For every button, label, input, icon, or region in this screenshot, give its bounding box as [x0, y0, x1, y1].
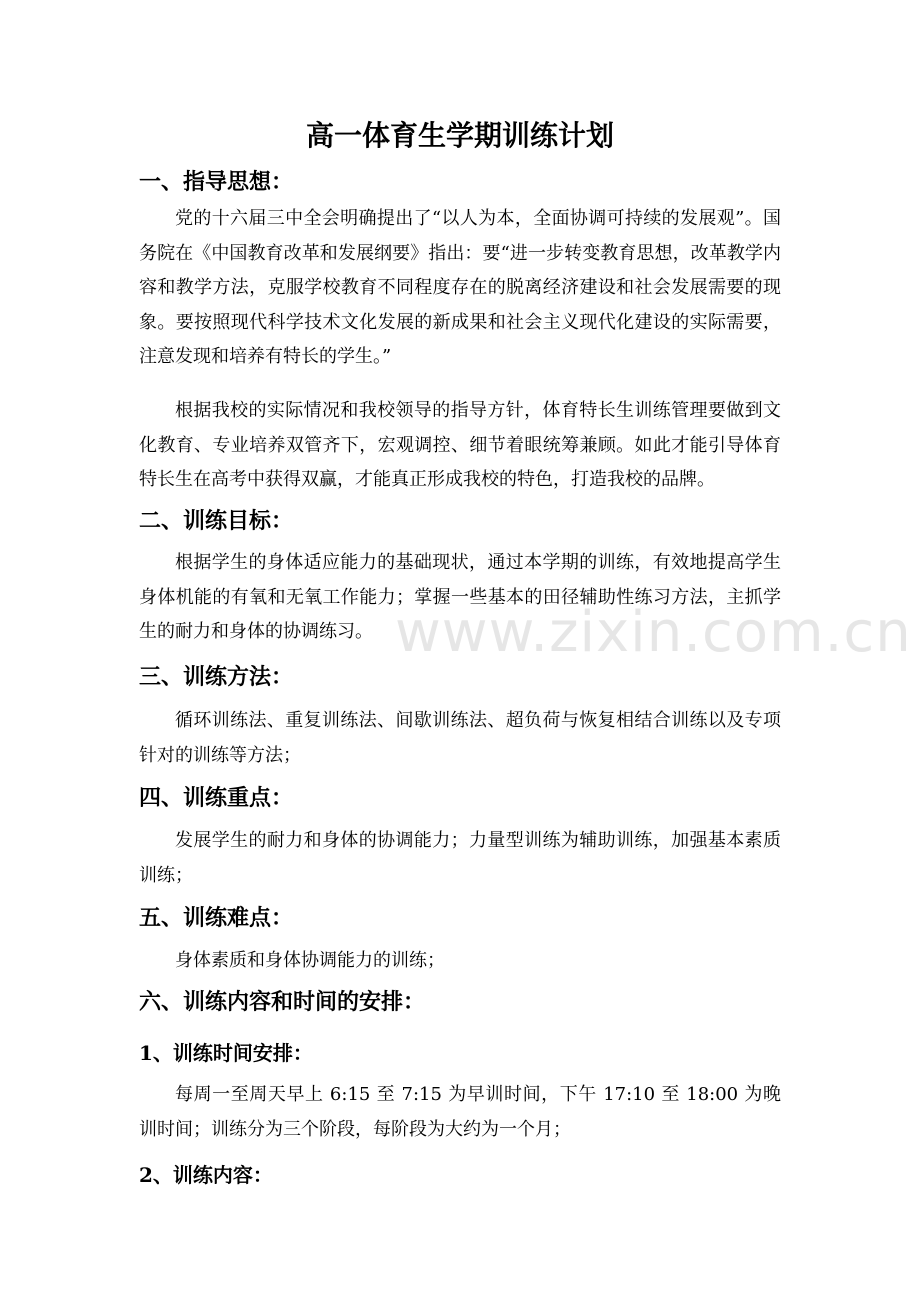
- section-heading-training-methods: 三、训练方法：: [139, 665, 294, 690]
- document-title: 高一体育生学期训练计划: [305, 119, 614, 152]
- watermark: www.zixin.com.cn: [395, 600, 912, 665]
- paragraph-training-focus: 发展学生的耐力和身体的协调能力；力量型训练为辅助训练，加强基本素质训练；: [139, 830, 781, 886]
- subheading-training-content: 2、训练内容：: [139, 1163, 273, 1187]
- paragraph-guiding-ideology-2: 根据我校的实际情况和我校领导的指导方针，体育特长生训练管理要做到文化教育、专业培养双管齐下，宏观调控、细节着眼统筹兼顾。如此才能引导体育特长生在高考中获得双赢，才能真正形成我校的特色，打造我校的品牌。: [139, 400, 781, 491]
- section-heading-training-goals: 二、训练目标：: [139, 509, 294, 534]
- section-heading-content-and-schedule: 六、训练内容和时间的安排：: [139, 990, 426, 1015]
- section-heading-guiding-ideology: 一、指导思想：: [139, 170, 294, 195]
- section-heading-training-focus: 四、训练重点：: [139, 786, 294, 811]
- paragraph-training-difficulties: 身体素质和身体协调能力的训练；: [175, 950, 445, 971]
- subheading-training-time: 1、训练时间安排：: [139, 1041, 313, 1065]
- section-heading-training-difficulties: 五、训练难点：: [139, 906, 294, 931]
- paragraph-training-methods: 循环训练法、重复训练法、间歇训练法、超负荷与恢复相结合训练以及专项针对的训练等方法；: [139, 710, 781, 766]
- paragraph-guiding-ideology-1: 党的十六届三中全会明确提出了“以人为本，全面协调可持续的发展观”。国务院在《中国教育改革和发展纲要》指出：要“进一步转变教育思想，改革教学内容和教学方法，克服学校教育不同程度存在的脱离经济建设和社会发展需要的现象。要按照现代科学技术文化发展的新成果和社会主义现代化建设的实际需要，注意发现和培养有特长的学生。”: [139, 208, 781, 368]
- paragraph-training-goals: 根据学生的身体适应能力的基础现状，通过本学期的训练，有效地提高学生身体机能的有氧和无氧工作能力；掌握一些基本的田径辅助性练习方法，主抓学生的耐力和身体的协调练习。: [139, 552, 781, 643]
- paragraph-training-time: 每周一至周天早上 6:15 至 7:15 为早训时间，下午 17:10 至 18:00 为晚训时间；训练分为三个阶段，每阶段为大约为一个月；: [139, 1084, 781, 1140]
